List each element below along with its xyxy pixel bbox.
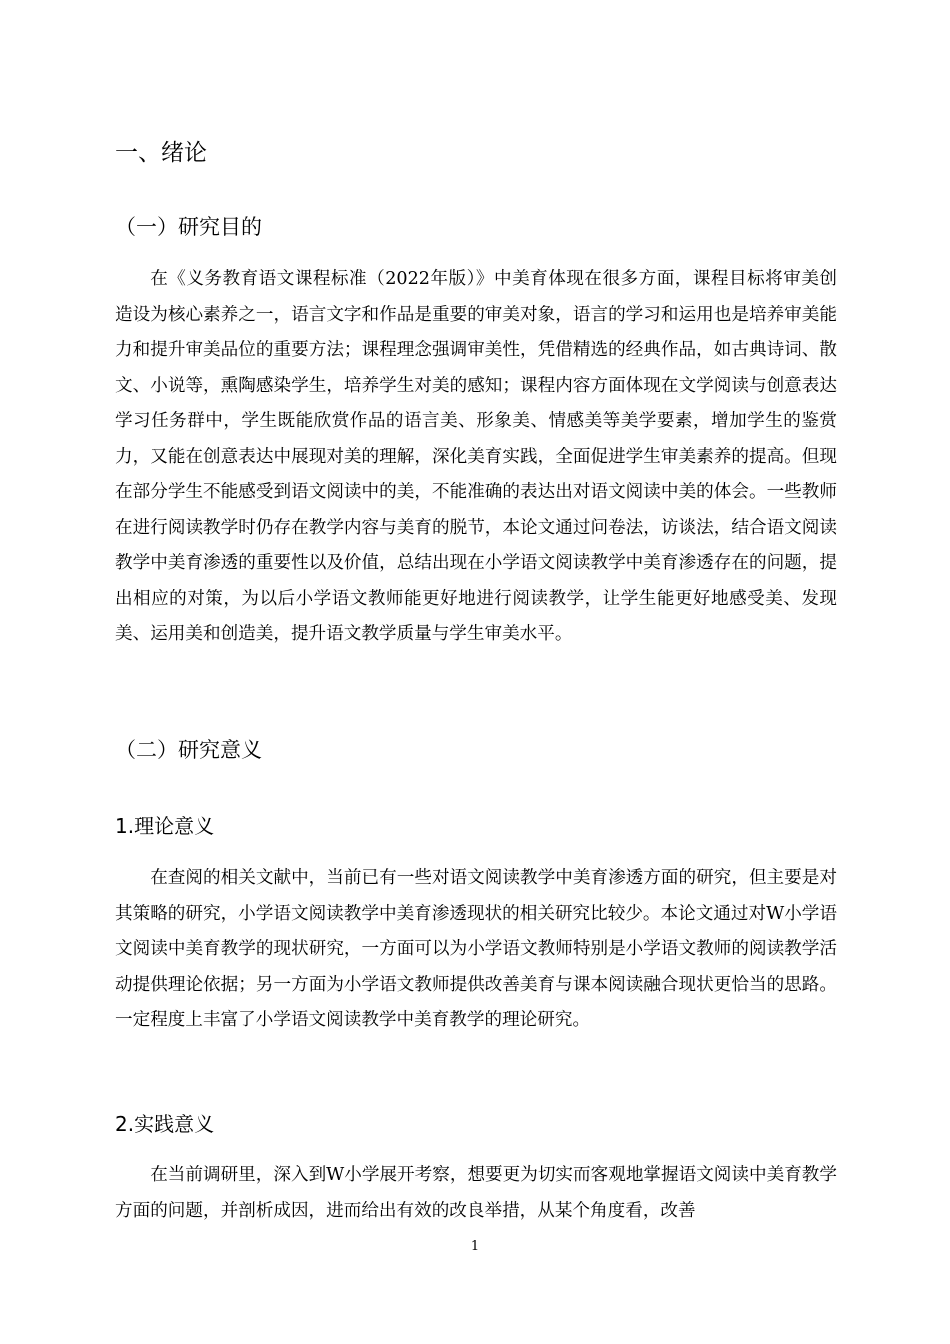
chapter-heading: 一、绪论 — [115, 140, 207, 166]
subsection-heading-theory: 1.理论意义 — [115, 814, 215, 838]
section-heading-purpose: （一）研究目的 — [115, 215, 262, 239]
theory-paragraph: 在查阅的相关文献中，当前已有一些对语文阅读教学中美育渗透方面的研究，但主要是对其策略的研究，小学语文阅读教学中美育渗透现状的相关研究比较少。本论文通过对W小学语文阅读中美育教学的现状研究，一方面可以为小学语文教师特别是小学语文教师的阅读教学活动提供理论依据；另一方面为小学语文教师提供改善美育与课本阅读融合现状更恰当的思路。一定程度上丰富了小学语文阅读教学中美育教学的理论研究。 — [115, 868, 837, 1030]
practice-paragraph: 在当前调研里，深入到W小学展开考察，想要更为切实而客观地掌握语文阅读中美育教学方面的问题，并剖析成因，进而给出有效的改良举措，从某个角度看，改善 — [115, 1165, 837, 1221]
purpose-paragraph: 在《义务教育语文课程标准（2022年版）》中美育体现在很多方面，课程目标将审美创造设为核心素养之一，语言文字和作品是重要的审美对象，语言的学习和运用也是培养审美能力和提升审美品位的重要方法；课程理念强调审美性，凭借精选的经典作品，如古典诗词、散文、小说等，熏陶感染学生，培养学生对美的感知；课程内容方面体现在文学阅读与创意表达学习任务群中，学生既能欣赏作品的语言美、形象美、情感美等美学要素，增加学生的鉴赏力，又能在创意表达中展现对美的理解，深化美育实践，全面促进学生审美素养的提高。但现在部分学生不能感受到语文阅读中的美，不能准确的表达出对语文阅读中美的体会。一些教师在进行阅读教学时仍存在教学内容与美育的脱节，本论文通过问卷法，访谈法，结合语文阅读教学中美育渗透的重要性以及价值，总结出现在小学语文阅读教学中美育渗透存在的问题，提出相应的对策，为以后小学语文教师能更好地进行阅读教学，让学生能更好地感受美、发现美、运用美和创造美，提升语文教学质量与学生审美水平。 — [115, 269, 837, 644]
subsection-heading-practice: 2.实践意义 — [115, 1112, 215, 1136]
section-heading-significance: （二）研究意义 — [115, 738, 262, 762]
page-number: 1 — [470, 1239, 480, 1254]
